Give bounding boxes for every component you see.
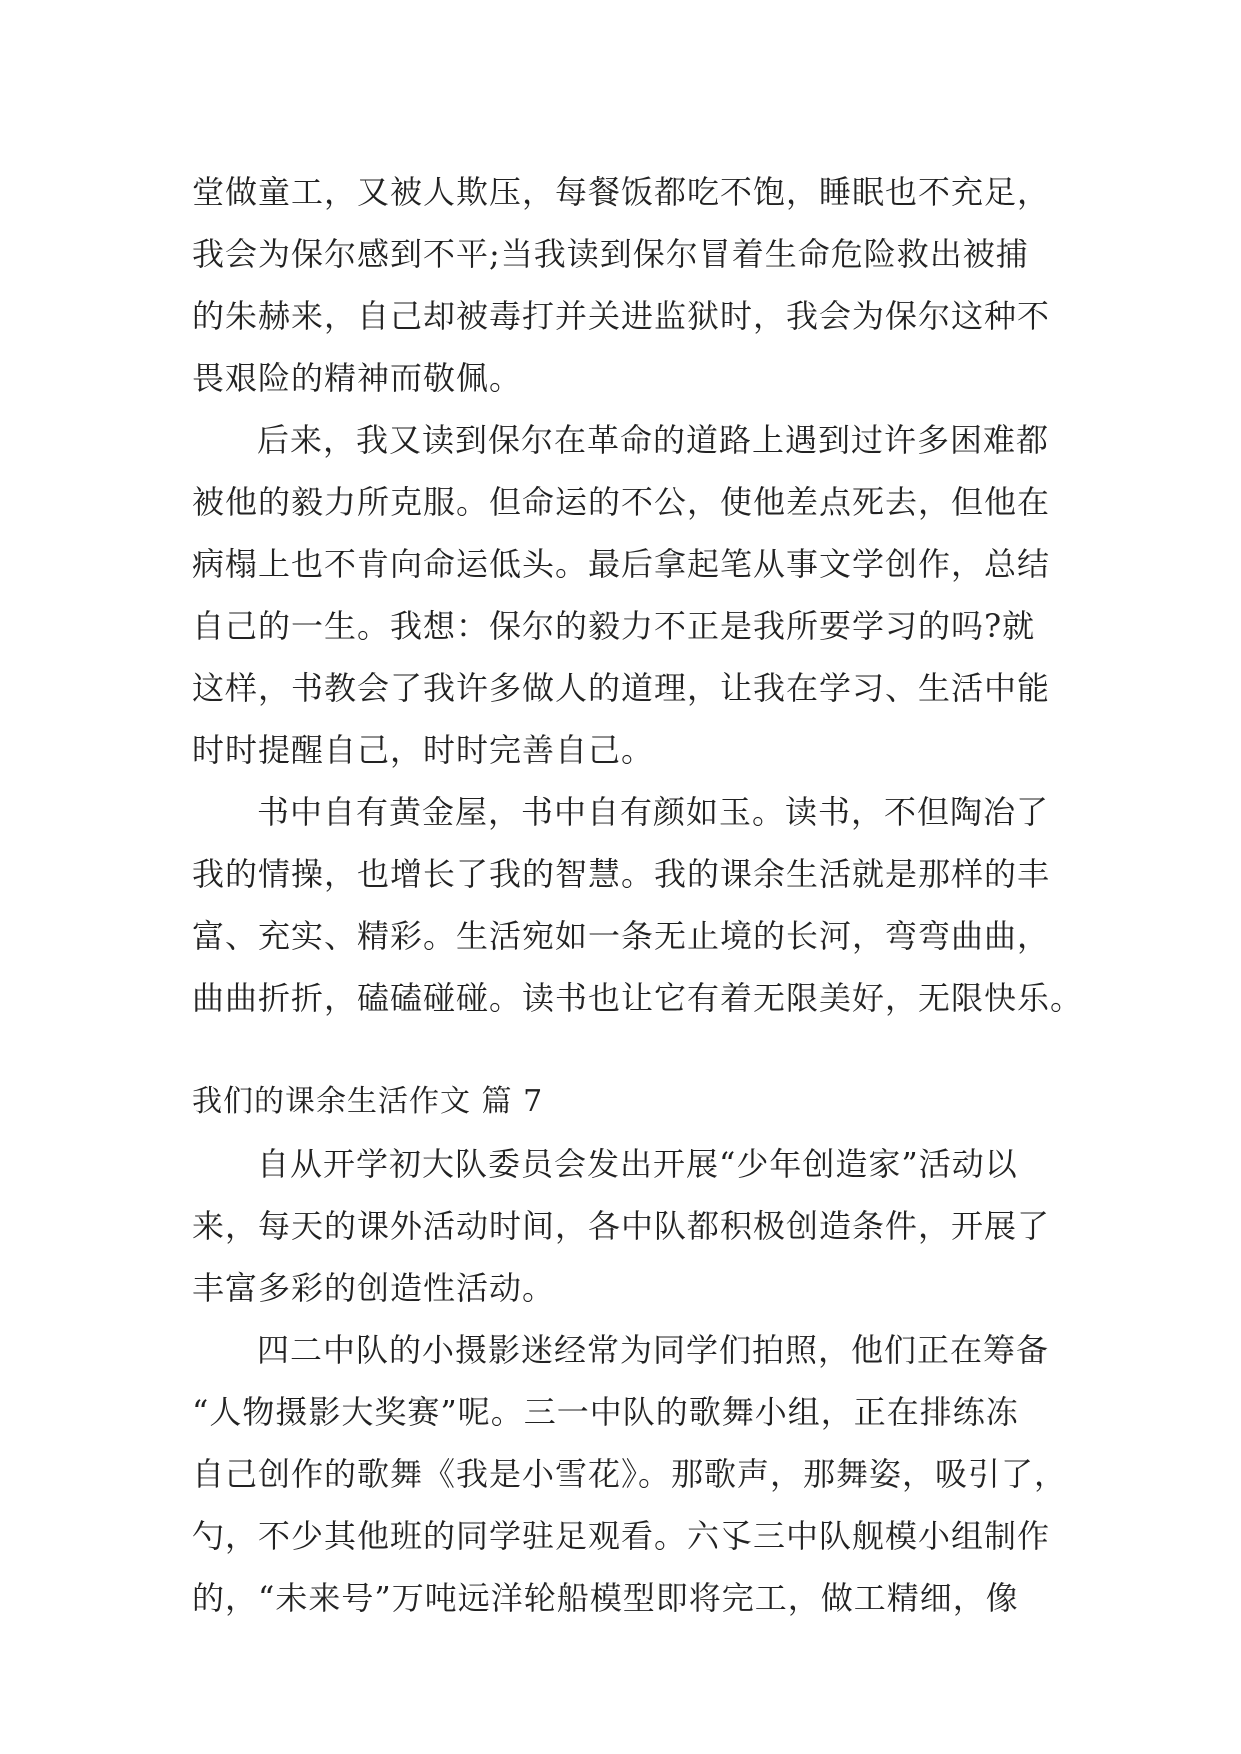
paragraph-2-line: 时时提醒自己，时时完善自己。	[192, 731, 655, 769]
paragraph-1-line: 畏艰险的精神而敬佩。	[192, 359, 523, 397]
paragraph-5-line: 的，“未来号”万吨远洋轮船模型即将完工，做工精细，像	[192, 1579, 1019, 1617]
section-heading: 我们的课余生活作文 篇 7	[192, 1084, 544, 1119]
paragraph-3-line: 曲曲折折，磕磕碰碰。读书也让它有着无限美好，无限快乐。	[192, 979, 1084, 1017]
paragraph-5-line: 勺，不少其他班的同学驻足观看。六孓三中队舰模小组制作	[192, 1517, 1051, 1555]
paragraph-2-line: 自己的一生。我想：保尔的毅力不正是我所要学习的吗?就	[192, 607, 1036, 645]
paragraph-4-line: 丰富多彩的创造性活动。	[192, 1269, 556, 1307]
paragraph-2-line: 后来，我又读到保尔在革命的道路上遇到过许多困难都	[257, 421, 1050, 459]
paragraph-3-line: 我的情操，也增长了我的智慧。我的课余生活就是那样的丰	[192, 855, 1051, 893]
paragraph-1-line: 的朱赫来，自己却被毒打并关进监狱时，我会为保尔这种不	[192, 297, 1051, 335]
paragraph-1-line: 堂做童工，又被人欺压，每餐饭都吃不饱，睡眠也不充足，	[192, 173, 1051, 211]
paragraph-4-line: 来，每天的课外活动时间，各中队都积极创造条件，开展了	[192, 1207, 1051, 1245]
paragraph-3-line: 书中自有黄金屋，书中自有颜如玉。读书，不但陶冶了	[257, 793, 1050, 831]
paragraph-2-line: 被他的毅力所克服。但命运的不公，使他差点死去，但他在	[192, 483, 1051, 521]
paragraph-1-line: 我会为保尔感到不平;当我读到保尔冒着生命危险救出被捕	[192, 235, 1029, 273]
paragraph-5-line: 四二中队的小摄影迷经常为同学们拍照，他们正在筹备	[257, 1331, 1050, 1369]
paragraph-4-line: 自从开学初大队委员会发出开展“少年创造家”活动以	[257, 1145, 1018, 1183]
paragraph-5-line: “人物摄影大奖赛”呢。三一中队的歌舞小组，正在排练冻	[192, 1393, 1019, 1431]
paragraph-2-line: 病榻上也不肯向命运低头。最后拿起笔从事文学创作，总结	[192, 545, 1051, 583]
paragraph-2-line: 这样，书教会了我许多做人的道理，让我在学习、生活中能	[192, 669, 1051, 707]
paragraph-5-line: 自己创作的歌舞《我是小雪花》。那歌声，那舞姿，吸引了，	[192, 1455, 1068, 1493]
paragraph-3-line: 富、充实、精彩。生活宛如一条无止境的长河，弯弯曲曲，	[192, 917, 1051, 955]
